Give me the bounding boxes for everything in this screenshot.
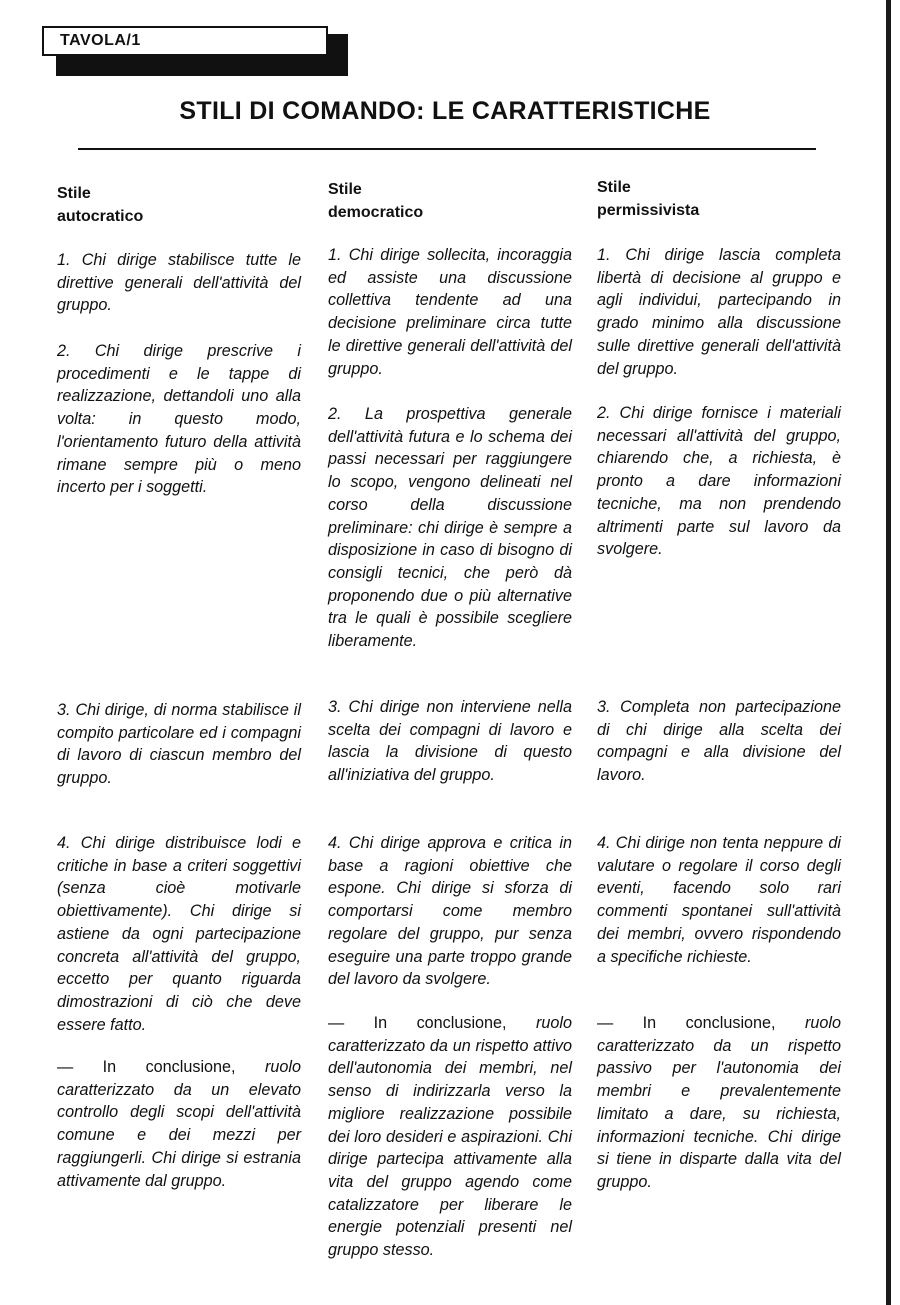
conclusion-text: ruolo caratterizzato da un rispetto passivo per l'autonomia dei membri e prevalentemente limitato a dare, su richiesta, informazioni tecniche. Chi dirige si tiene in disparte dalla vita del gruppo. (597, 1014, 842, 1191)
permissivista-conclusion (597, 1012, 841, 1194)
conclusion-lead: — In conclusione, (597, 1014, 776, 1032)
autocratico-point-2: 2. Chi dirige prescrive i procedimenti e le tappe di realizzazione, dettandoli uno alla volta: in questo modo, l'orientamento futuro della attività rimane sempre più o meno incerto per i soggetti. (57, 342, 301, 497)
permissivista-point-4: 4. Chi dirige non tenta neppure di valutare o regolare il corso degli eventi, facendo solo rari commenti spontanei sull'attività dei membri, ovvero rispondendo a specifiche richieste. (597, 834, 841, 966)
democratico-point-1: 1. Chi dirige sollecita, incoraggia ed assiste una discussione collettiva tendente ad una decisione preliminare circa tutte le direttive generali dell'attività del gruppo. (328, 246, 572, 378)
democratico-point-3: 3. Chi dirige non interviene nella scelta dei compagni di lavoro e lascia la divisione di questo all'iniziativa del gruppo. (328, 698, 572, 785)
heading-style: autocratico (57, 208, 144, 225)
permissivista-point-1: 1. Chi dirige lascia completa libertà di decisione al gruppo e agli individui, partecipando in grado minimo alla discussione sulle direttive generali dell'attività del gruppo. (597, 246, 841, 378)
autocratico-point-3: 3. Chi dirige, di norma stabilisce il compito particolare ed i compagni di lavoro di ciascun membro del gruppo. (57, 701, 301, 788)
table-label: TAVOLA/1 (42, 26, 328, 56)
democratico-point-2: 2. La prospettiva generale dell'attività futura e lo schema dei passi necessari per raggiungere lo scopo, vengono delineati nel corso della discussione preliminare: chi dirige è sempre a disposizione in caso di bisogno di consigli tecnici, che però dà proponendo due o più alternative tra le quali è possibile scegliere liberamente. (328, 405, 572, 651)
heading-style: democratico (328, 204, 424, 221)
page-title: STILI DI COMANDO: LE CARATTERISTICHE (179, 97, 711, 125)
heading-word: Stile (597, 179, 631, 196)
permissivista-point-2: 2. Chi dirige fornisce i materiali necessari all'attività del gruppo, chiarendo che, a richiesta, è pronto a dare informazioni tecniche, ma non prendendo altrimenti parte sul lavoro da svolgere. (597, 404, 841, 559)
conclusion-text: ruolo caratterizzato da un elevato controllo degli scopi dell'attività comune e dei mezzi per raggiungerli. Chi dirige si estrania attivamente dal gruppo. (57, 1058, 302, 1190)
column-heading-autocratico (57, 182, 301, 228)
permissivista-point-3: 3. Completa non partecipazione di chi dirige alla scelta dei compagni e alla divisione del lavoro. (597, 698, 841, 785)
heading-word: Stile (57, 185, 91, 202)
title-rule (78, 148, 816, 150)
autocratico-conclusion (57, 1056, 301, 1192)
column-heading-democratico (328, 178, 572, 224)
autocratico-point-1: 1. Chi dirige stabilisce tutte le direttive generali dell'attività del gruppo. (57, 251, 301, 315)
heading-word: Stile (328, 181, 362, 198)
conclusion-text: ruolo caratterizzato da un rispetto attivo dell'autonomia dei membri, nel senso di indirizzarla verso la migliore realizzazione possibile dei loro desideri e aspirazioni. Chi dirige partecipa attivamente alla vita del gruppo agendo come catalizzatore per liberare le energie potenziali presenti nel gruppo stesso. (328, 1014, 573, 1260)
column-heading-permissivista (597, 176, 841, 222)
page-edge (886, 0, 891, 1305)
democratico-conclusion (328, 1012, 572, 1262)
conclusion-lead: — In conclusione, (328, 1014, 507, 1032)
conclusion-lead: — In conclusione, (57, 1058, 236, 1076)
democratico-point-4: 4. Chi dirige approva e critica in base a ragioni obiettive che espone. Chi dirige si sforza di comportarsi come membro regolare del gruppo, pur senza eseguire una parte troppo grande del lavoro da svolgere. (328, 834, 572, 989)
autocratico-point-4: 4. Chi dirige distribuisce lodi e critiche in base a criteri soggettivi (senza cioè motivarle obiettivamente). Chi dirige si astiene da ogni partecipazione concreta all'attività del gruppo, eccetto per quanto riguarda dimostrazioni di ciò che deve essere fatto. (57, 834, 301, 1034)
heading-style: permissivista (597, 202, 700, 219)
